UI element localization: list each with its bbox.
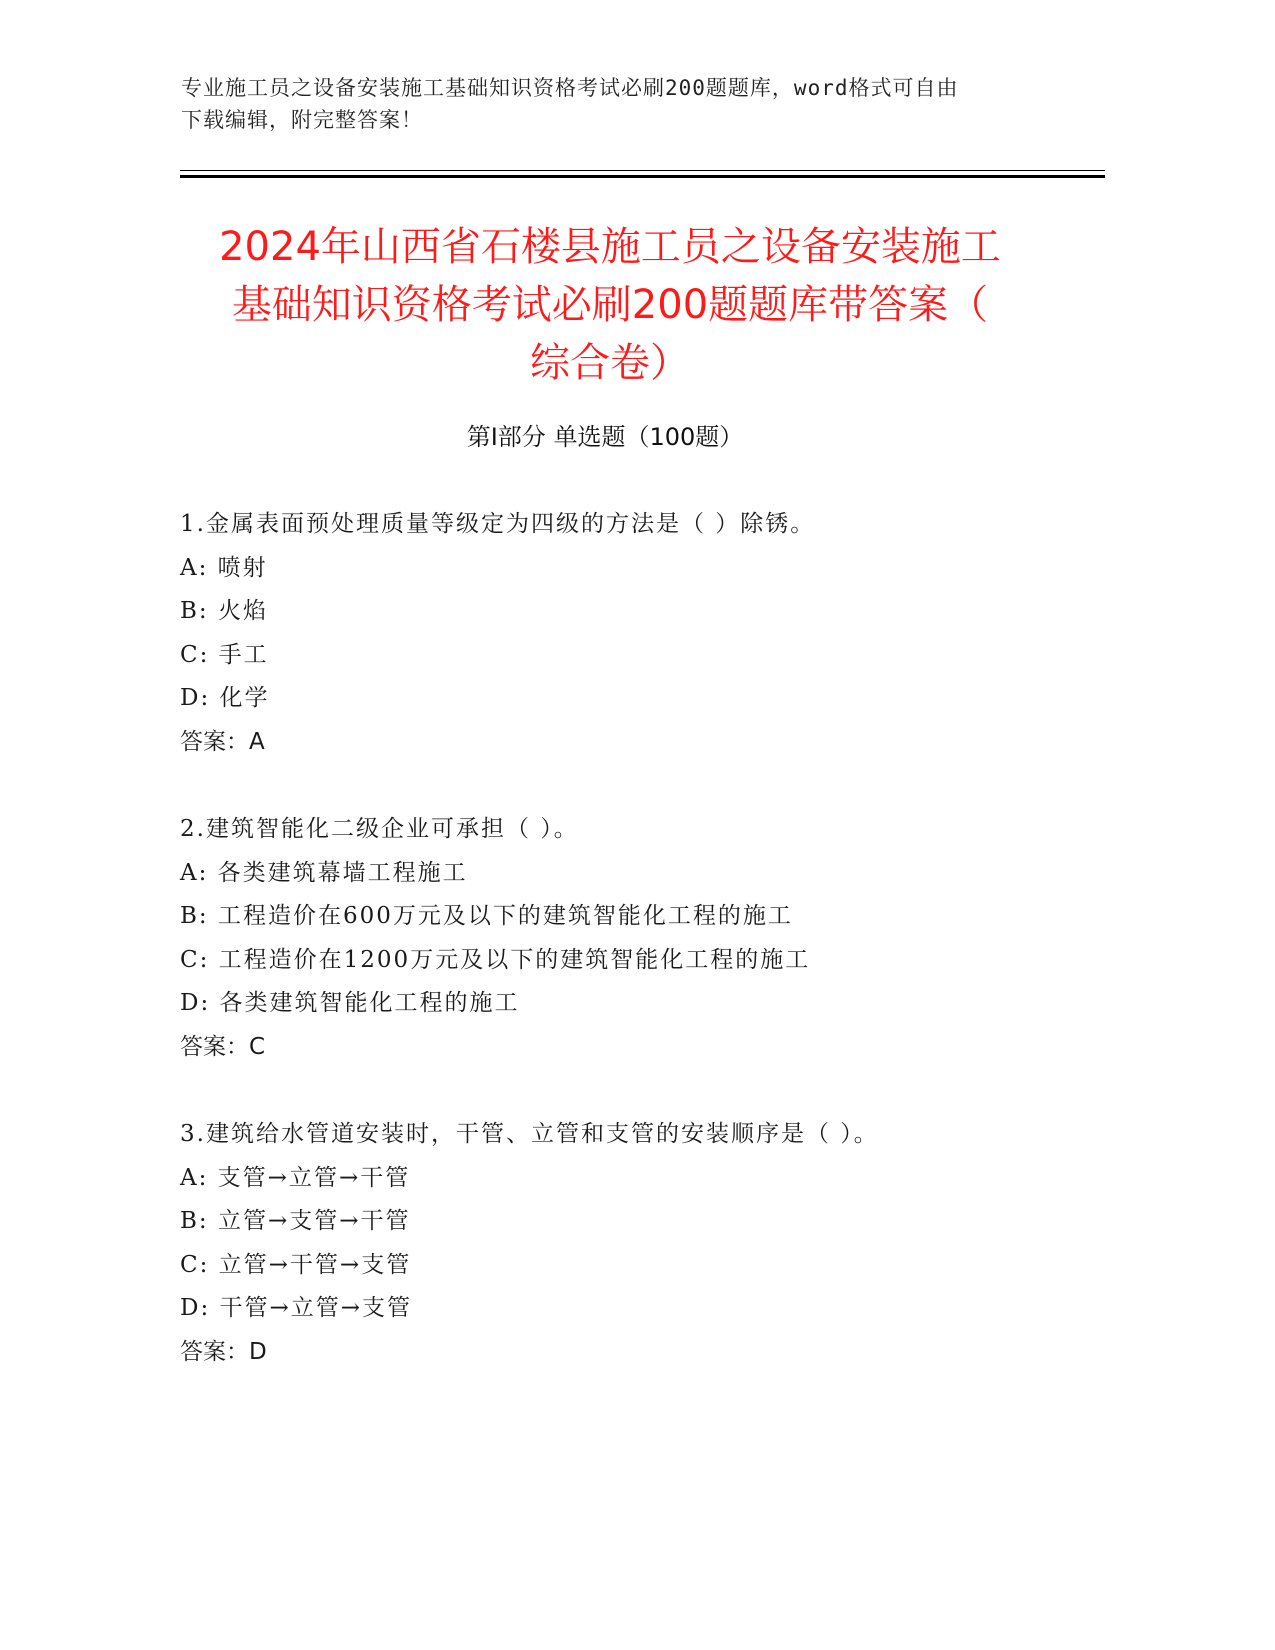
document-title: [170, 218, 1050, 392]
question-1: [180, 503, 1110, 764]
option-c: C: 立管→干管→支管: [180, 1251, 412, 1278]
header-divider-thick: [180, 175, 1105, 178]
header-note: [181, 72, 1081, 136]
option-c: C: 手工: [180, 641, 269, 668]
answer: 答案：C: [180, 1033, 266, 1060]
answer: 答案：A: [180, 728, 265, 755]
option-a: A: 喷射: [180, 554, 268, 581]
header-note-line-2: 下载编辑，附完整答案！: [181, 108, 423, 132]
option-a: A: 支管→立管→干管: [180, 1164, 411, 1191]
question-3: [180, 1113, 1110, 1374]
document-title-line-1: 2024年山西省石楼县施工员之设备安装施工: [219, 224, 1001, 270]
question-2: [180, 808, 1110, 1069]
document-title-line-3: 综合卷）: [530, 340, 690, 386]
option-d: D: 干管→立管→支管: [180, 1295, 413, 1321]
option-d: D: 各类建筑智能化工程的施工: [180, 990, 520, 1016]
question-stem: 3.建筑给水管道安装时，干管、立管和支管的安装顺序是（ ）。: [180, 1121, 879, 1147]
question-stem: 1.金属表面预处理质量等级定为四级的方法是（ ）除锈。: [180, 511, 816, 537]
header-note-line-1: 专业施工员之设备安装施工基础知识资格考试必刷200题题库，word格式可自由: [181, 76, 959, 100]
option-c: C: 工程造价在1200万元及以下的建筑智能化工程的施工: [180, 946, 811, 973]
answer: 答案：D: [180, 1338, 267, 1365]
section-title: 第Ⅰ部分 单选题（100题）: [466, 423, 744, 451]
header-divider-thin: [180, 170, 1105, 171]
option-a: A: 各类建筑幕墙工程施工: [180, 859, 468, 886]
question-stem: 2.建筑智能化二级企业可承担（ ）。: [180, 816, 579, 842]
document-title-line-2: 基础知识资格考试必刷200题题库带答案（: [231, 282, 989, 328]
option-b: B: 立管→支管→干管: [180, 1208, 411, 1234]
option-d: D: 化学: [180, 685, 270, 711]
option-b: B: 火焰: [180, 598, 268, 624]
option-b: B: 工程造价在600万元及以下的建筑智能化工程的施工: [180, 903, 793, 929]
